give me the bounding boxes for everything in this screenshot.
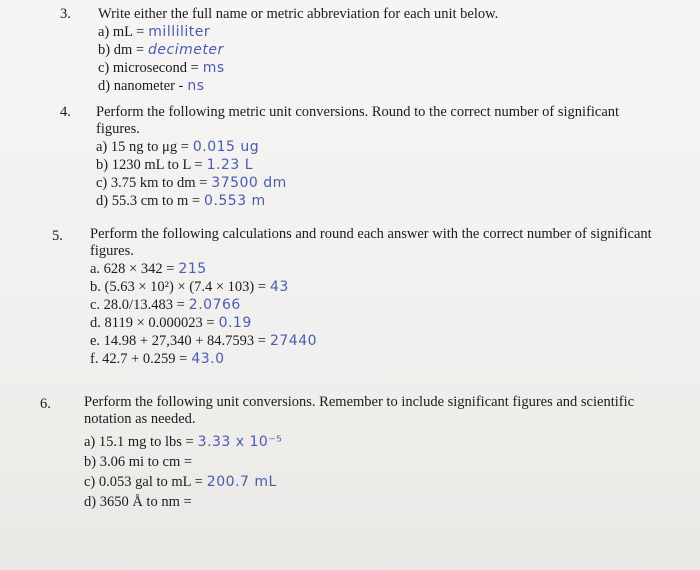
question-prompt: Perform the following metric unit conversions. Round to the correct number of significant xyxy=(96,104,620,120)
question-prompt: Write either the full name or metric abbreviation for each unit below. xyxy=(98,6,499,22)
list-item: a) mL = milliliter xyxy=(98,24,211,40)
list-item: c) 0.053 gal to mL = 200.7 mL xyxy=(84,474,277,490)
question-prompt: Perform the following unit conversions. Remember to include significant figures and scientific xyxy=(84,394,635,410)
list-item: c) microsecond = ms xyxy=(98,60,225,76)
list-item: d) 3650 Å to nm = xyxy=(84,494,192,510)
list-item: d) 55.3 cm to m = 0.553 m xyxy=(96,193,266,209)
handwritten-answer: 2.0766 xyxy=(188,297,241,313)
list-item: b. (5.63 × 10²) × (7.4 × 103) = 43 xyxy=(90,279,289,295)
handwritten-answer: 0.553 m xyxy=(204,193,266,209)
question-number: 5. xyxy=(52,228,63,244)
handwritten-answer: 1.23 L xyxy=(206,157,253,173)
question-number: 6. xyxy=(40,396,51,412)
list-item: a) 15 ng to μg = 0.015 ug xyxy=(96,139,260,155)
list-item: d) nanometer - ns xyxy=(98,78,205,94)
question-prompt-continued: figures. xyxy=(90,243,134,259)
handwritten-answer: 0.015 ug xyxy=(192,139,260,155)
list-item: f. 42.7 + 0.259 = 43.0 xyxy=(90,351,225,367)
handwritten-answer: milliliter xyxy=(148,24,211,40)
handwritten-answer: 0.19 xyxy=(218,315,252,331)
list-item: a. 628 × 342 = 215 xyxy=(90,261,207,277)
question-prompt: Perform the following calculations and round each answer with the correct number of significant xyxy=(90,226,652,242)
handwritten-answer: 43 xyxy=(270,279,289,295)
list-item: b) 1230 mL to L = 1.23 L xyxy=(96,157,253,173)
handwritten-answer: ms xyxy=(202,60,225,76)
list-item: a) 15.1 mg to lbs = 3.33 x 10⁻⁵ xyxy=(84,434,283,450)
handwritten-answer: 27440 xyxy=(269,333,318,349)
list-item: c) 3.75 km to dm = 37500 dm xyxy=(96,175,287,191)
list-item: c. 28.0/13.483 = 2.0766 xyxy=(90,297,241,313)
question-prompt-continued: notation as needed. xyxy=(84,411,196,427)
list-item: d. 8119 × 0.000023 = 0.19 xyxy=(90,315,252,331)
handwritten-answer: 200.7 mL xyxy=(206,474,277,490)
list-item: e. 14.98 + 27,340 + 84.7593 = 27440 xyxy=(90,333,318,349)
handwritten-answer: 3.33 x 10⁻⁵ xyxy=(197,434,283,450)
handwritten-answer: ns xyxy=(187,78,205,94)
question-number: 4. xyxy=(60,104,71,120)
list-item: b) 3.06 mi to cm = xyxy=(84,454,193,470)
question-prompt-continued: figures. xyxy=(96,121,140,137)
handwritten-answer: 37500 dm xyxy=(211,175,287,191)
handwritten-answer: 215 xyxy=(178,261,207,277)
handwritten-answer: decimeter xyxy=(148,42,224,58)
handwritten-answer: 43.0 xyxy=(191,351,225,367)
question-number: 3. xyxy=(60,6,71,22)
list-item: b) dm = decimeter xyxy=(98,42,224,58)
